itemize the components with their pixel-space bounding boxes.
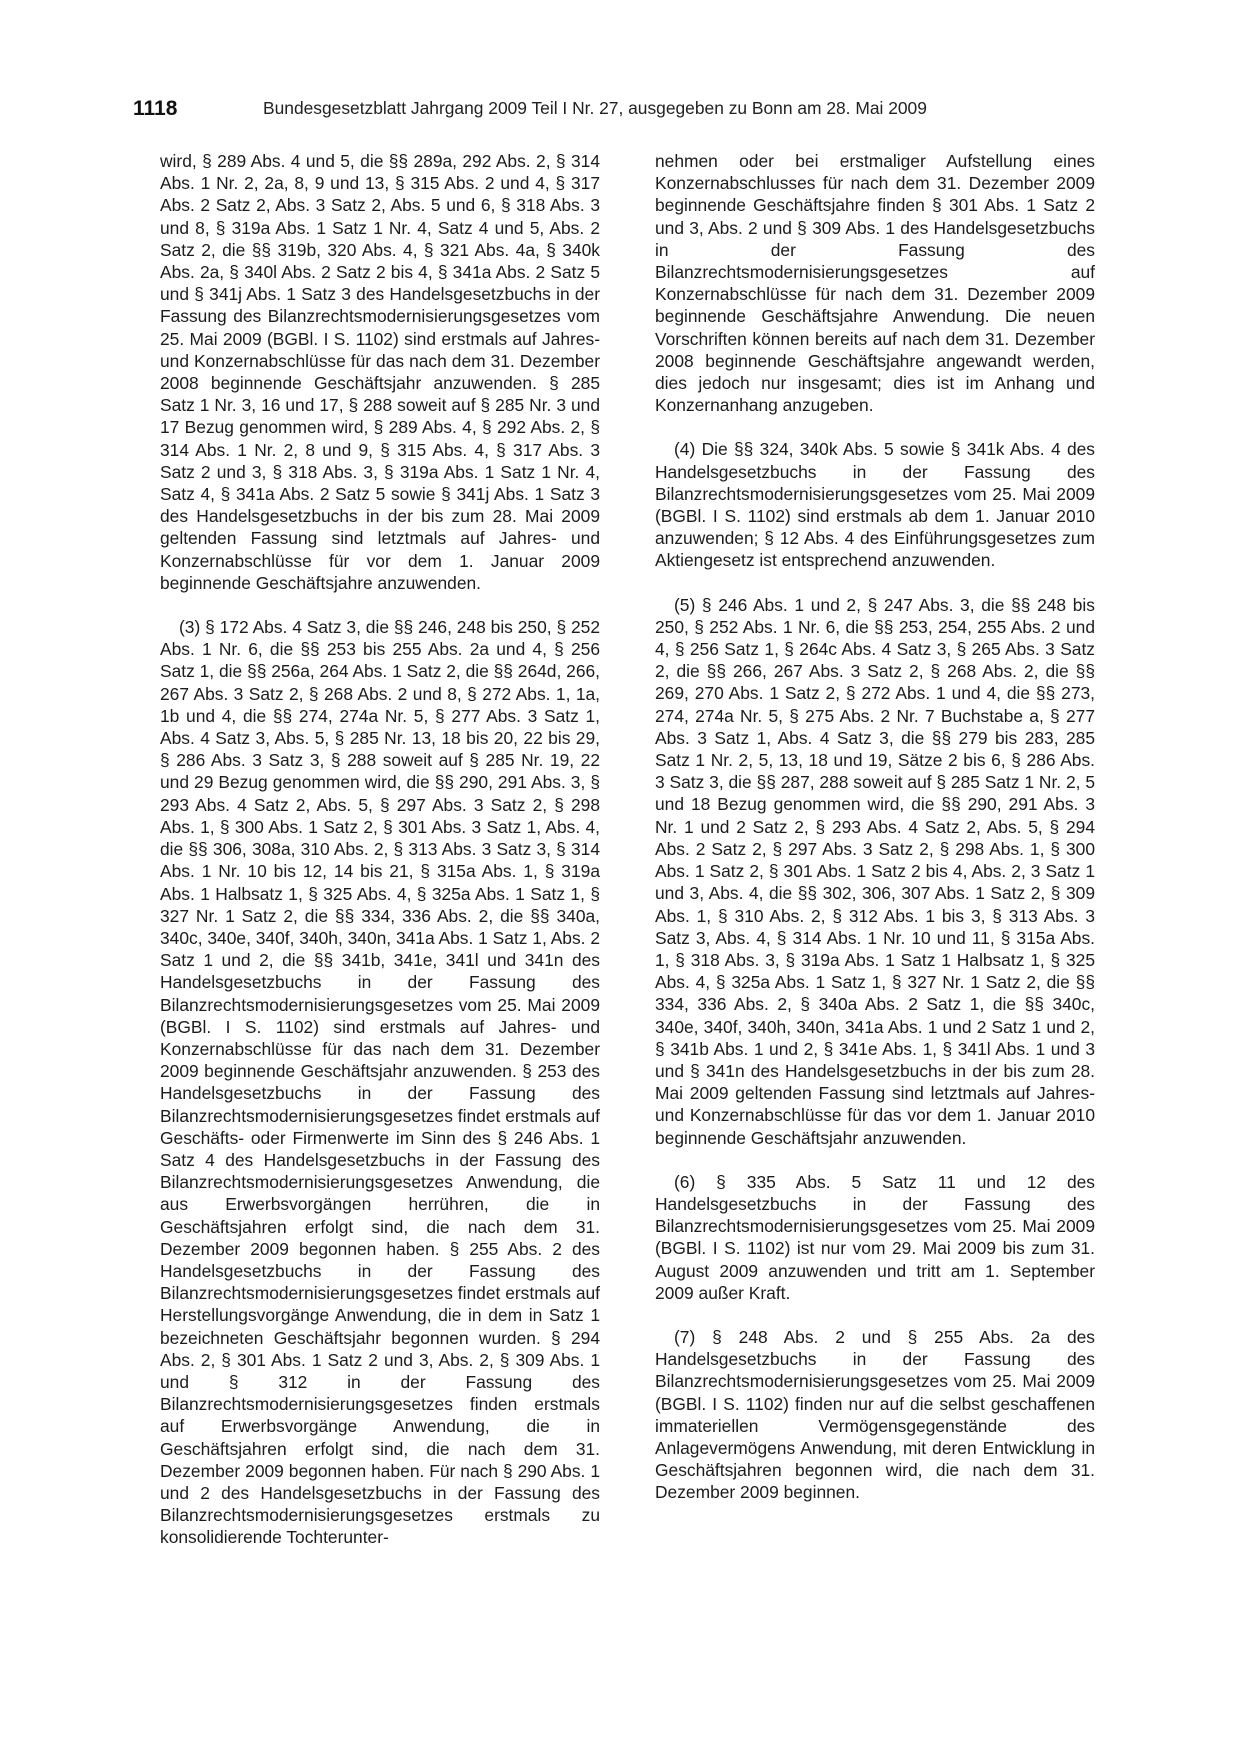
paragraph-5: (5) § 246 Abs. 1 und 2, § 247 Abs. 3, die §§ 248 bis 250, § 252 Abs. 1 Nr. 6, die §§ 253, 254, 255 Abs. 2 und 4, § 256 Satz 1, § 264c Abs. 4 Satz 3, § 265 Abs. 3 Satz 2, die §§ 266, 267 Abs. 3 Satz 2, § 268 Abs. 2, die §§ 269, 270 Abs. 1 Satz 2, § 272 Abs. 1 und 4, die §§ 273, 274, 274a Nr. 5, § 275 Abs. 2 Nr. 7 Buchstabe a, § 277 Abs. 3 Satz 1, Abs. 4 Satz 3, die §§ 279 bis 283, 285 Satz 1 Nr. 2, 5, 13, 18 und 19, Sätze 2 bis 6, § 286 Abs. 3 Satz 3, die §§ 287, 288 soweit auf § 285 Satz 1 Nr. 2, 5 und 18 Bezug genommen wird, die §§ 290, 291 Abs. 3 Nr. 1 und 2 Satz 2, § 293 Abs. 4 Satz 2, Abs. 5, § 294 Abs. 2 Satz 2, § 297 Abs. 3 Satz 2, § 298 Abs. 1, § 300 Abs. 1 Satz 2, § 301 Abs. 1 Satz 2 bis 4, Abs. 2, 3 Satz 1 und 3, Abs. 4, die §§ 302, 306, 307 Abs. 1 Satz 2, § 309 Abs. 1, § 310 Abs. 2, § 312 Abs. 1 bis 3, § 313 Abs. 3 Satz 3, Abs. 4, § 314 Abs. 1 Nr. 10 und 11, § 315a Abs. 1, § 318 Abs. 3, § 319a Abs. 1 Satz 1 Halbsatz 1, § 325 Abs. 4, § 325a Abs. 1 Satz 1, § 327 Nr. 1 Satz 2, die §§ 334, 336 Abs. 2, § 340a Abs. 2 Satz 1, die §§ 340c, 340e, 340f, 340h, 340n, 341a Abs. 1 und 2 Satz 1 und 2, § 341b Abs. 1 und 2, § 341e Abs. 1, § 341l Abs. 1 und 3 und § 341n des Handelsgesetzbuchs in der bis zum 28. Mai 2009 geltenden Fassung sind letztmals auf Jahres- und Konzernabschlüsse für das vor dem 1. Januar 2010 beginnende Geschäftsjahr anzuwenden. [655, 594, 1095, 1148]
running-head: Bundesgesetzblatt Jahrgang 2009 Teil I Nr. 27, ausgegeben zu Bonn am 28. Mai 2009 [263, 98, 927, 118]
paragraph-continued: wird, § 289 Abs. 4 und 5, die §§ 289a, 292 Abs. 2, § 314 Abs. 1 Nr. 2, 2a, 8, 9 und 13, § 315 Abs. 2 und 4, § 317 Abs. 2 Satz 2, Abs. 3 Satz 2, Abs. 5 und 6, § 318 Abs. 3 und 8, § 319a Abs. 1 Satz 1 Nr. 4, Satz 4 und 5, Abs. 2 Satz 2, die §§ 319b, 320 Abs. 4, § 321 Abs. 4a, § 340k Abs. 2a, § 340l Abs. 2 Satz 2 bis 4, § 341a Abs. 2 Satz 5 und § 341j Abs. 1 Satz 3 des Handelsgesetzbuchs in der Fassung des Bilanzrechtsmodernisierungsgesetzes vom 25. Mai 2009 (BGBl. I S. 1102) sind erstmals auf Jahres- und Konzernabschlüsse für das nach dem 31. Dezember 2008 beginnende Geschäftsjahr anzuwenden. § 285 Satz 1 Nr. 3, 16 und 17, § 288 soweit auf § 285 Nr. 3 und 17 Bezug genommen wird, § 289 Abs. 4, § 292 Abs. 2, § 314 Abs. 1 Nr. 2, 8 und 9, § 315 Abs. 4, § 317 Abs. 3 Satz 2 und 3, § 318 Abs. 3, § 319a Abs. 1 Satz 1 Nr. 4, Satz 4, § 341a Abs. 2 Satz 5 sowie § 341j Abs. 1 Satz 3 des Handelsgesetzbuchs in der bis zum 28. Mai 2009 geltenden Fassung sind letztmals auf Jahres- und Konzernabschlüsse für vor dem 1. Januar 2009 beginnende Geschäftsjahre anzuwenden. [160, 151, 600, 593]
paragraph-7: (7) § 248 Abs. 2 und § 255 Abs. 2a des Handelsgesetzbuchs in der Fassung des Bilanzrechtsmodernisierungsgesetzes vom 25. Mai 2009 (BGBl. I S. 1102) finden nur auf die selbst geschaffenen immateriellen Vermögensgegenstände des Anlagevermögens Anwendung, mit deren Entwicklung in Geschäftsjahren begonnen wird, die nach dem 31. Dezember 2009 beginnen. [655, 1326, 1095, 1503]
paragraph-6: (6) § 335 Abs. 5 Satz 11 und 12 des Handelsgesetzbuchs in der Fassung des Bilanzrechtsmodernisierungsgesetzes vom 25. Mai 2009 (BGBl. I S. 1102) ist nur vom 29. Mai 2009 bis zum 31. August 2009 anzuwenden und tritt am 1. September 2009 außer Kraft. [655, 1171, 1095, 1303]
paragraph-3-continued: nehmen oder bei erstmaliger Aufstellung eines Konzernabschlusses für nach dem 31. Dezember 2009 beginnende Geschäftsjahre finden § 301 Abs. 1 Satz 2 und 3, Abs. 2 und § 309 Abs. 1 des Handelsgesetzbuchs in der Fassung des Bilanzrechtsmodernisierungsgesetzes auf Konzernabschlüsse für nach dem 31. Dezember 2009 beginnende Geschäftsjahre Anwendung. Die neuen Vorschriften können bereits auf nach dem 31. Dezember 2008 beginnende Geschäftsjahre angewandt werden, dies jedoch nur insgesamt; dies ist im Anhang und Konzernanhang anzugeben. [655, 151, 1095, 416]
left-column [160, 150, 600, 1549]
page-number: 1118 [133, 97, 178, 120]
page-header [133, 97, 1133, 127]
paragraph-4: (4) Die §§ 324, 340k Abs. 5 sowie § 341k Abs. 4 des Handelsgesetzbuchs in der Fassung des Bilanzrechtsmodernisierungsgesetzes vom 25. Mai 2009 (BGBl. I S. 1102) sind erstmals ab dem 1. Januar 2010 anzuwenden; § 12 Abs. 4 des Einführungsgesetzes zum Aktiengesetz ist entsprechend anzuwenden. [655, 439, 1095, 571]
right-column [655, 150, 1095, 1504]
paragraph-3: (3) § 172 Abs. 4 Satz 3, die §§ 246, 248 bis 250, § 252 Abs. 1 Nr. 6, die §§ 253 bis 255 Abs. 2a und 4, § 256 Satz 1, die §§ 256a, 264 Abs. 1 Satz 2, die §§ 264d, 266, 267 Abs. 3 Satz 2, § 268 Abs. 2 und 8, § 272 Abs. 1, 1a, 1b und 4, die §§ 274, 274a Nr. 5, § 277 Abs. 3 Satz 1, Abs. 4 Satz 3, Abs. 5, § 285 Nr. 13, 18 bis 20, 22 bis 29, § 286 Abs. 3 Satz 3, § 288 soweit auf § 285 Nr. 19, 22 und 29 Bezug genommen wird, die §§ 290, 291 Abs. 3, § 293 Abs. 4 Satz 2, Abs. 5, § 297 Abs. 3 Satz 2, § 298 Abs. 1, § 300 Abs. 1 Satz 2, § 301 Abs. 3 Satz 1, Abs. 4, die §§ 306, 308a, 310 Abs. 2, § 313 Abs. 3 Satz 3, § 314 Abs. 1 Nr. 10 bis 12, 14 bis 21, § 315a Abs. 1, § 319a Abs. 1 Halbsatz 1, § 325 Abs. 4, § 325a Abs. 1 Satz 1, § 327 Nr. 1 Satz 2, die §§ 334, 336 Abs. 2, die §§ 340a, 340c, 340e, 340f, 340h, 340n, 341a Abs. 1 Satz 1, Abs. 2 Satz 1 und 2, die §§ 341b, 341e, 341l und 341n des Handelsgesetzbuchs in der Fassung des Bilanzrechtsmodernisierungsgesetzes vom 25. Mai 2009 (BGBl. I S. 1102) sind erstmals auf Jahres- und Konzernabschlüsse für das nach dem 31. Dezember 2009 beginnende Geschäftsjahr anzuwenden. § 253 des Handelsgesetzbuchs in der Fassung des Bilanzrechtsmodernisierungsgesetzes findet erstmals auf Geschäfts- oder Firmenwerte im Sinn des § 246 Abs. 1 Satz 4 des Handelsgesetzbuchs in der Fassung des Bilanzrechtsmodernisierungsgesetzes Anwendung, die aus Erwerbsvorgängen herrühren, die in Geschäftsjahren erfolgt sind, die nach dem 31. Dezember 2009 begonnen haben. § 255 Abs. 2 des Handelsgesetzbuchs in der Fassung des Bilanzrechtsmodernisierungsgesetzes findet erstmals auf Herstellungsvorgänge Anwendung, die in dem in Satz 1 bezeichneten Geschäftsjahr begonnen wurden. § 294 Abs. 2, § 301 Abs. 1 Satz 2 und 3, Abs. 2, § 309 Abs. 1 und § 312 in der Fassung des Bilanzrechtsmodernisierungsgesetzes finden erstmals auf Erwerbsvorgänge Anwendung, die in Geschäftsjahren erfolgt sind, die nach dem 31. Dezember 2009 begonnen haben. Für nach § 290 Abs. 1 und 2 des Handelsgesetzbuchs in der Fassung des Bilanzrechtsmodernisierungsgesetzes erstmals zu konsolidierende Tochterunter- [160, 617, 600, 1548]
